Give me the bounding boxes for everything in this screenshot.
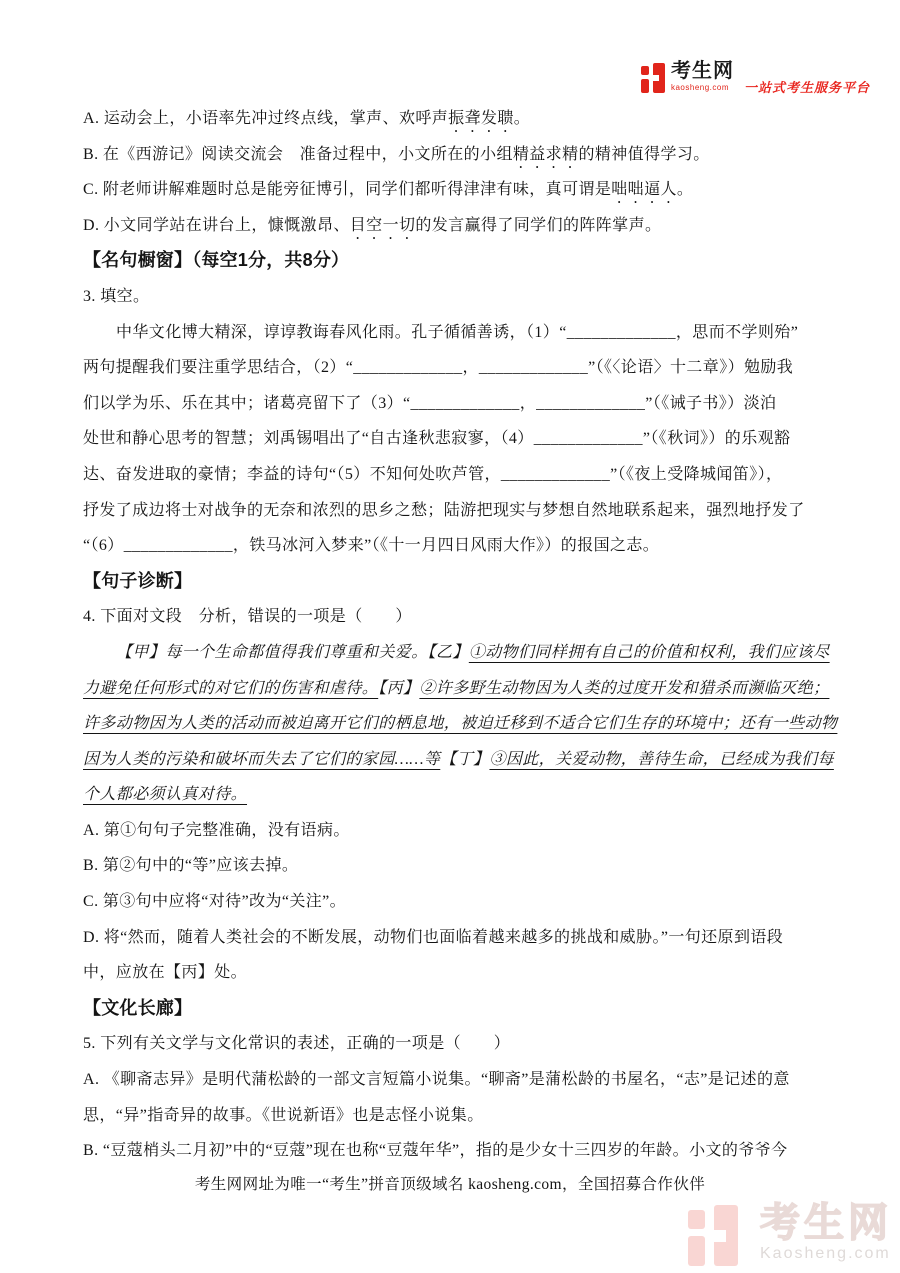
q4-passage-line-4	[83, 742, 870, 778]
section-title-wenhua: 【文化长廊】	[83, 997, 193, 1018]
q3-label: 3. 填空。	[83, 287, 150, 305]
q2-option-d-emphasis: 目空一切	[349, 216, 416, 234]
q2-option-c-text: C. 附老师讲解难题时总是能旁征博引，同学们都听得津津有味，真可谓是	[83, 181, 612, 199]
section-title-juzi: 【句子诊断】	[83, 570, 193, 591]
q2-option-b-text: B. 在《西游记》阅读交流会 准备过程中，小文所在的小组	[83, 145, 513, 163]
brand-domain: kaosheng.com	[670, 83, 730, 92]
q2-option-a-emphasis: 振聋发聩	[448, 110, 514, 127]
q2-option-a-end: 。	[513, 110, 531, 127]
q2-option-c	[83, 172, 870, 208]
kaosheng-watermark	[688, 1202, 892, 1267]
q2-option-a-text: A. 运动会上，小语率先冲过终点线，掌声、欢呼声	[83, 110, 449, 127]
brand-slogan: 一站式考生服务平台	[743, 80, 870, 95]
q2-option-d-end: 的发言赢得了同学们的阵阵掌声。	[415, 216, 662, 234]
q5-option-a-line-1: A. 《聊斋志异》是明代蒲松龄的一部文言短篇小说集。“聊斋”是蒲松龄的书屋名，“志”是记述的意	[83, 1071, 790, 1089]
q4-passage-ding: 【丁】	[440, 750, 490, 768]
q3-line-4: 处世和静心思考的智慧；刘禹锡唱出了“自古逢秋悲寂寥，（4）_____________”（《秋词》）的乐观豁	[83, 430, 791, 448]
q3-line-7: “（6）_____________，铁马冰河入梦来”（《十一月四日风雨大作》）的报国之志。	[83, 537, 660, 555]
q4-passage-sentence-3: ③因此，关爱动物，善待生命，已经成为我们每	[489, 750, 834, 768]
section-title-mingju: 【名句橱窗】（每空1分，共8分）	[83, 250, 350, 271]
q2-option-d	[83, 208, 870, 244]
kaosheng-header-logo	[641, 60, 870, 96]
q2-option-b-emphasis: 精益求精	[512, 145, 579, 163]
q4-passage-line-2	[83, 671, 870, 707]
q2-option-d-text: D. 小文同学站在讲台上，慷慨激昂、	[83, 216, 350, 234]
q4-passage-sentence-3-end: 个人都必须认真对待。	[83, 786, 248, 804]
exam-paper-content	[83, 101, 870, 1169]
q4-passage-sentence-2-cont: 许多动物因为人类的活动而被迫离开它们的栖息地，被迫迁移到不适合它们生存的环境中；还有一些动物	[83, 715, 838, 733]
kaosheng-logo-icon	[641, 63, 666, 94]
q2-option-b-end: 的精神值得学习。	[578, 145, 710, 163]
q4-passage-line-3	[83, 706, 870, 742]
kaosheng-watermark-icon	[688, 1205, 748, 1267]
q2-option-c-end: 。	[676, 181, 694, 199]
q5-option-a-line-2: 思，“异”指奇异的故事。《世说新语》也是志怪小说集。	[83, 1106, 484, 1124]
q4-option-a: A. 第①句句子完整准确，没有语病。	[83, 821, 350, 839]
q2-option-c-emphasis: 咄咄逼人	[611, 181, 677, 199]
q4-passage-sentence-2: ②许多野生动物因为人类的过度开发和猎杀而濒临灭绝；	[419, 679, 830, 697]
q4-passage-jia-yi: 【甲】每一个生命都值得我们尊重和关爱。【乙】	[116, 643, 469, 661]
q4-option-b: B. 第②句中的“等”应该去掉。	[83, 857, 299, 875]
q4-passage-line-1	[83, 635, 870, 671]
q4-passage-bing: 【丙】	[378, 679, 420, 697]
q4-passage-line-5	[83, 777, 870, 813]
q3-line-3: 们以学为乐、乐在其中；诸葛亮留下了（3）“_____________，_____________”（《诫子书》）淡泊	[83, 394, 777, 412]
q4-option-d-line-2: 中，应放在【丙】处。	[83, 964, 248, 982]
watermark-name: 考生网	[760, 1201, 892, 1245]
q3-line-6: 抒发了成边将士对战争的无奈和浓烈的思乡之愁；陆游把现实与梦想自然地联系起来，强烈地抒发了	[83, 501, 805, 519]
footer-slogan: 考生网网址为唯一“考生”拼音顶级域名 kaosheng.com，全国招募合作伙伴	[194, 1176, 706, 1193]
q4-passage-sentence-2-end: 因为人类的污染和破坏而失去了它们的家园……等	[83, 750, 441, 768]
q3-line-2: 两句提醒我们要注重学思结合，（2）“_____________，_____________”（《〈论语〉十二章》）勉励我	[83, 359, 794, 377]
q2-option-b	[83, 137, 870, 173]
q4-option-c: C. 第③句中应将“对待”改为“关注”。	[83, 893, 347, 911]
watermark-text-stack	[760, 1202, 892, 1263]
q3-line-5: 达、奋发进取的豪情；李益的诗句“（5）不知何处吹芦管，_____________”（《夜上受降城闻笛》），	[83, 465, 783, 483]
q4-option-d-line-1: D. 将“然而，随着人类社会的不断发展，动物们也面临着越来越多的挑战和威胁。”一句还原到语段	[83, 928, 784, 946]
q4-passage-sentence-1-cont: 力避免任何形式的对它们的伤害和虐待。	[83, 679, 379, 697]
q5-stem: 5. 下列有关文学与文化常识的表述，正确的一项是（ ）	[83, 1035, 511, 1053]
brand-text-stack	[671, 60, 734, 92]
brand-name: 考生网	[670, 60, 734, 82]
q5-option-b-line-1: B. “豆蔻梢头二月初”中的“豆蔻”现在也称“豆蔻年华”，指的是少女十三四岁的年龄。小文的爷爷今	[83, 1142, 788, 1160]
q4-stem: 4. 下面对文段 分析，错误的一项是（ ）	[83, 608, 412, 626]
q2-option-a	[83, 101, 870, 137]
q3-line-1: 中华文化博大精深，谆谆教诲春风化雨。孔子循循善诱，（1）“_____________，思而不学则殆”	[116, 323, 799, 341]
watermark-domain: Kaosheng.com	[760, 1245, 891, 1262]
q4-passage-sentence-1: ①动物们同样拥有自己的价值和权利，我们应该尽	[468, 643, 830, 661]
